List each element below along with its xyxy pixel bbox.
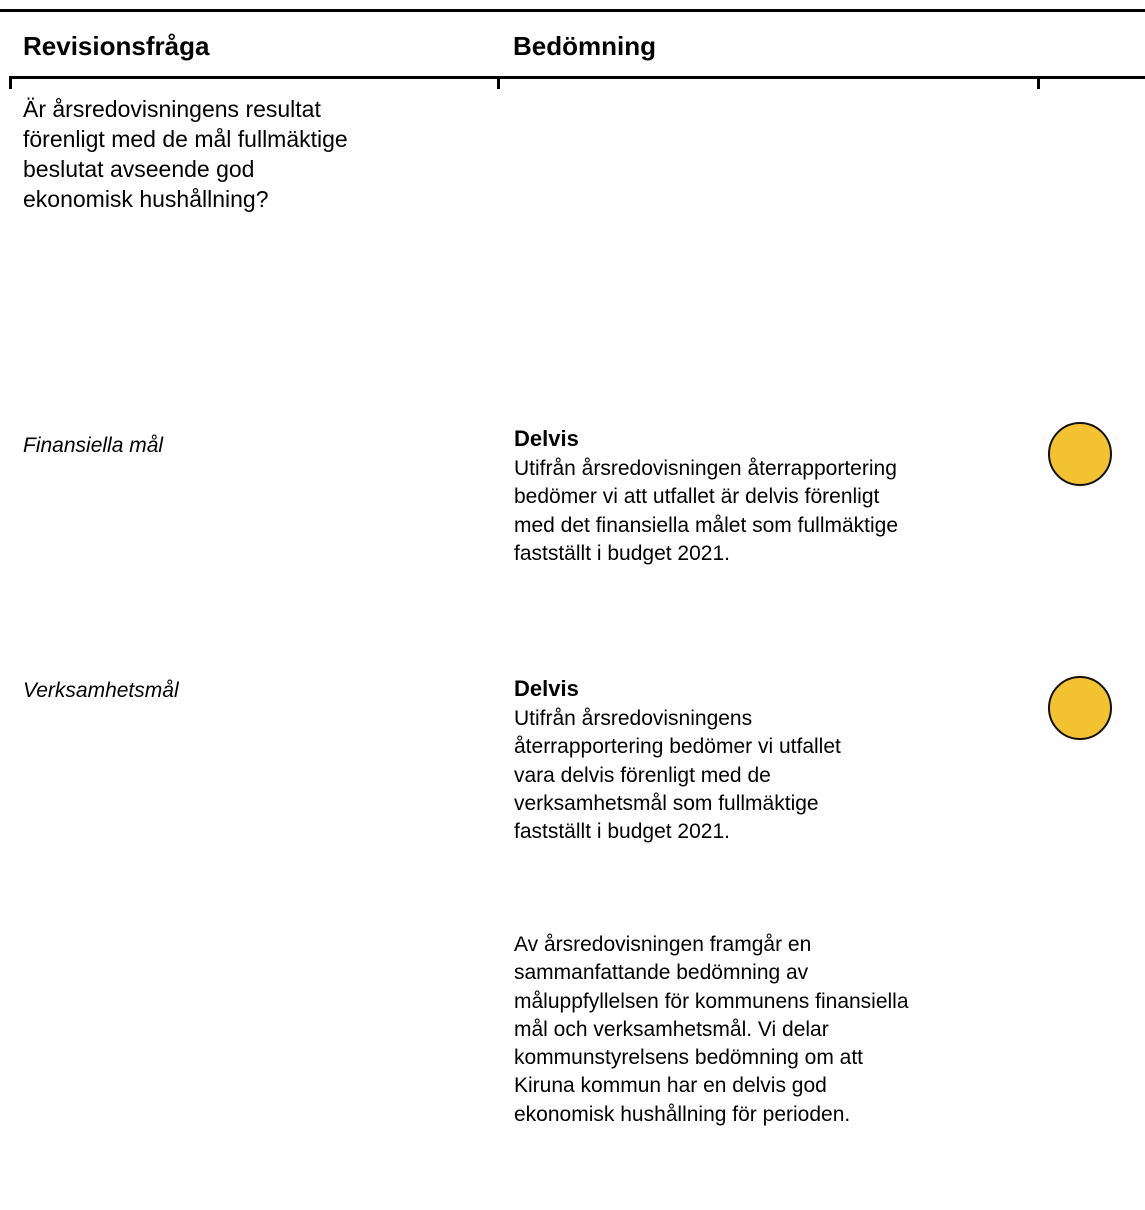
assessment-text-finansiella-mal: Utifrån årsredovisningen återrapportering bedömer vi att utfallet är delvis förenligt med det finansiella målet som fullmäktige fastställt i budget 2021. (514, 457, 899, 565)
table-header-rule (9, 76, 1145, 79)
assessment-text-verksamhetsmal: Utifrån årsredovisningens återrapportering bedömer vi utfallet vara delvis förenligt med de verksamhetsmål som fullmäktige fastställt i budget 2021. (514, 707, 841, 844)
status-indicator-yellow (1048, 422, 1112, 486)
header-revisionsfraga: Revisionsfråga (23, 31, 210, 61)
verdict-finansiella-mal: Delvis (514, 426, 579, 451)
audit-question: Är årsredovisningens resultat förenligt med de mål fullmäktige beslutat avseende god ekonomisk hushållning? (23, 96, 348, 212)
verdict-verksamhetsmal: Delvis (514, 676, 579, 701)
header-bedomning: Bedömning (513, 31, 656, 61)
summary-text-verksamhetsmal: Av årsredovisningen framgår en sammanfattande bedömning av måluppfyllelsen för kommunens finansiella mål och verksamhetsmål. Vi delar kommunstyrelsens bedömning om att Kiruna kommun har en delvis god ekonomisk hushållning för perioden. (514, 933, 909, 1126)
column-tick (1037, 79, 1040, 89)
table-top-rule (0, 9, 1145, 12)
row-label-verksamhetsmal: Verksamhetsmål (23, 679, 179, 702)
column-tick (9, 79, 12, 89)
column-tick (497, 79, 500, 89)
status-indicator-yellow (1048, 676, 1112, 740)
row-label-finansiella-mal: Finansiella mål (23, 434, 164, 457)
